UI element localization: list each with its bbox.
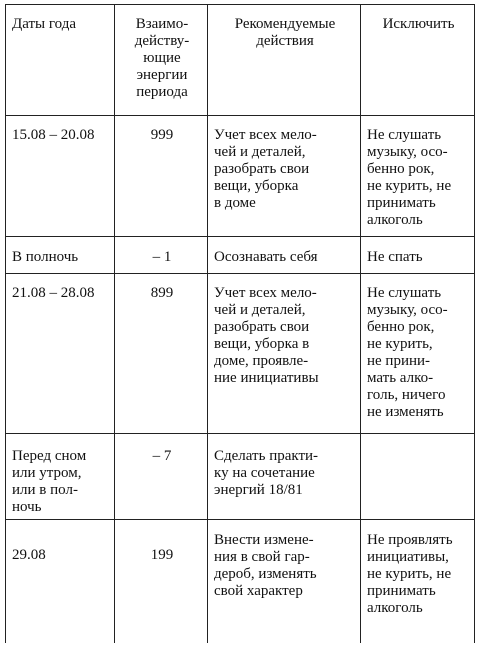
header-actions: Рекомендуемые действия (208, 5, 361, 116)
row-energy: 999 (115, 116, 208, 237)
header-dates: Даты года (6, 5, 115, 116)
table-row (6, 434, 475, 520)
row-exclude: Не слушать музыку, осо- бенно рок, не курить, не принимать алкоголь (361, 116, 475, 237)
row-dates: В полночь (6, 237, 115, 274)
row-actions: Учет всех мело- чей и деталей, разобрать свои вещи, уборка в доме (208, 116, 361, 237)
table-row (6, 520, 475, 644)
row-exclude: Не проявлять инициативы, не курить, не принимать алкоголь (361, 520, 475, 644)
row-exclude: Не слушать музыку, осо- бенно рок, не курить, не прини- мать алко- голь, ничего не изменять (361, 274, 475, 434)
table-row (6, 116, 475, 237)
table-row (6, 274, 475, 434)
row-dates: Перед сном или утром, или в пол- ночь (6, 434, 115, 520)
table-row (6, 237, 475, 274)
row-actions: Сделать практи- ку на сочетание энергий 18/81 (208, 434, 361, 520)
table-header-row (6, 5, 475, 116)
header-exclude: Исключить (361, 5, 475, 116)
row-actions: Внести измене- ния в свой гар- дероб, изменять свой характер (208, 520, 361, 644)
row-actions: Осознавать себя (208, 237, 361, 274)
row-energy: – 7 (115, 434, 208, 520)
row-actions: Учет всех мело- чей и деталей, разобрать свои вещи, уборка в доме, проявле- ние инициативы (208, 274, 361, 434)
schedule-table (5, 4, 475, 643)
row-energy: – 1 (115, 237, 208, 274)
row-exclude: Не спать (361, 237, 475, 274)
row-energy: 899 (115, 274, 208, 434)
header-energies: Взаимо- действу- ющие энергии периода (115, 5, 208, 116)
row-dates: 21.08 – 28.08 (6, 274, 115, 434)
row-exclude (361, 434, 475, 520)
row-dates: 29.08 (6, 520, 115, 644)
row-energy: 199 (115, 520, 208, 644)
row-dates: 15.08 – 20.08 (6, 116, 115, 237)
